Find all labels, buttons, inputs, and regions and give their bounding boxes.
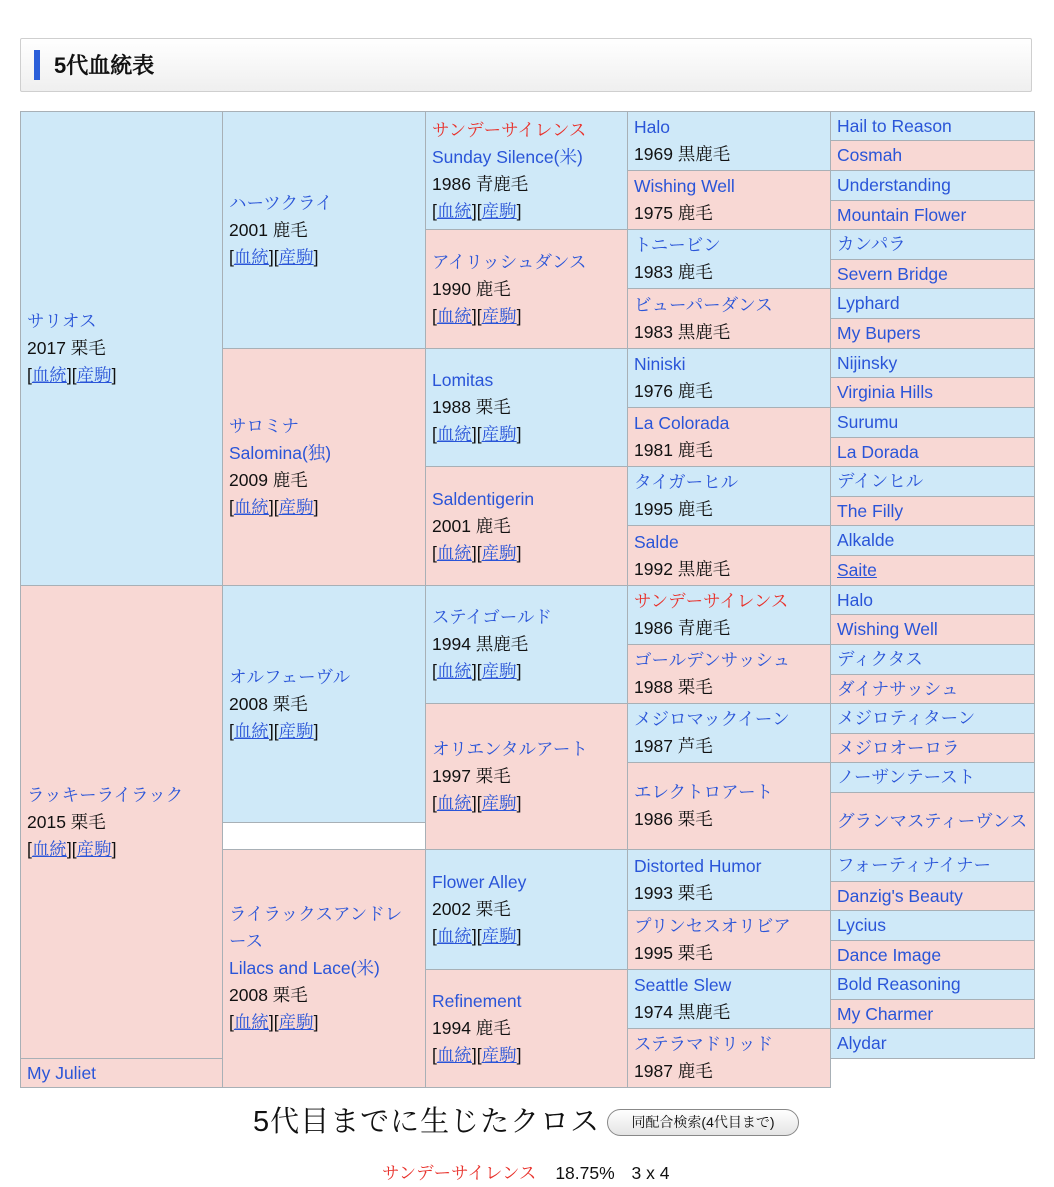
g5-name-7[interactable]: Lyphard (837, 293, 900, 313)
g3-cell-5: ステイゴールド 1994 黒鹿毛 [血統][産駒] (426, 586, 628, 704)
g4-cell-5: Niniski 1976 鹿毛 (628, 349, 831, 408)
sire-sire-name[interactable]: ハーツクライ (229, 192, 333, 213)
progeny-link[interactable]: 産駒 (481, 200, 517, 221)
same-mating-search-button[interactable]: 同配合検索(4代目まで) (607, 1109, 799, 1136)
g3-alt-name-1[interactable]: Sunday Silence(米) (432, 146, 583, 167)
g4-name-10[interactable]: ゴールデンサッシュ (634, 650, 791, 670)
g4-name-11[interactable]: メジロマックイーン (634, 709, 790, 729)
progeny-link[interactable]: 産駒 (278, 720, 314, 741)
g4-cell-10: ゴールデンサッシュ 1988 栗毛 (628, 645, 831, 704)
g4-name-14[interactable]: プリンセスオリビア (634, 916, 791, 936)
g4-name-2[interactable]: Wishing Well (634, 176, 735, 196)
g5-name-14[interactable]: The Filly (837, 500, 904, 521)
progeny-link[interactable]: 産駒 (278, 497, 314, 517)
g4-name-5[interactable]: Niniski (634, 354, 686, 374)
g5-cell-20 (831, 675, 1035, 704)
g5-cell-9 (831, 349, 1035, 378)
progeny-link[interactable]: 産駒 (76, 365, 112, 385)
g4-cell-3: トニービン 1983 鹿毛 (628, 230, 831, 289)
g4-name-13[interactable]: Distorted Humor (634, 856, 762, 876)
g5-name-15[interactable]: Alkalde (837, 530, 895, 550)
g5-cell-12 (831, 438, 1035, 467)
dam-dam-name[interactable]: ライラックスアンドレース (229, 904, 403, 951)
g5-name-8[interactable]: My Bupers (837, 323, 921, 343)
progeny-link[interactable]: 産駒 (481, 793, 517, 813)
g5-name-26[interactable]: Danzig's Beauty (837, 885, 963, 906)
g4-name-15[interactable]: Seattle Slew (634, 975, 732, 995)
g5-name-19[interactable]: ディクタス (837, 649, 923, 669)
g5-cell-15 (831, 526, 1035, 556)
g5-cell-23 (831, 763, 1035, 793)
pedigree-table (20, 111, 1035, 1088)
g4-cell-15: Seattle Slew 1974 黒鹿毛 (628, 970, 831, 1029)
dam-sire-name[interactable]: オルフェーヴル (229, 666, 351, 687)
pedigree-link[interactable]: 血統 (436, 793, 472, 813)
g5-name-11[interactable]: Surumu (837, 412, 899, 432)
progeny-link[interactable]: 産駒 (481, 926, 517, 946)
g5-cell-4 (831, 201, 1035, 230)
cross-percent: 18.75% (555, 1163, 615, 1183)
g4-cell-8: Salde 1992 黒鹿毛 (628, 526, 831, 586)
g5-cell-25 (831, 850, 1035, 882)
g4-cell-16: ステラマドリッド 1987 鹿毛 (628, 1029, 831, 1088)
g5-name-28[interactable]: Dance Image (837, 944, 942, 965)
g3-cell-8: Refinement 1994 鹿毛 [血統][産駒] (426, 970, 628, 1088)
g5-name-9[interactable]: Nijinsky (837, 352, 898, 373)
pedigree-link[interactable]: 血統 (233, 1012, 269, 1032)
progeny-link[interactable]: 産駒 (481, 661, 517, 681)
g4-cell-11: メジロマックイーン 1987 芦毛 (628, 704, 831, 763)
g4-cell-1: Halo 1969 黒鹿毛 (628, 112, 831, 171)
g5-cell-8 (831, 319, 1035, 349)
dam-dam-alt-name[interactable]: Lilacs and Lace(米) (229, 958, 380, 978)
g3-cell-6: オリエンタルアート 1997 栗毛 [血統][産駒] (426, 704, 628, 850)
pedigree-link[interactable]: 血統 (233, 246, 269, 267)
pedigree-link[interactable]: 血統 (233, 497, 269, 517)
g5-name-21[interactable]: メジロティターン (837, 708, 976, 728)
g5-cell-13 (831, 467, 1035, 497)
g3-cell-7: Flower Alley 2002 栗毛 [血統][産駒] (426, 850, 628, 970)
g3-name-1[interactable]: サンデーサイレンス (432, 119, 587, 140)
g3-cell-1: サンデーサイレンス Sunday Silence(米) 1986 青鹿毛 [血統][産駒] (426, 112, 628, 230)
g3-cell-4: Saldentigerin 2001 鹿毛 [血統][産駒] (426, 467, 628, 586)
g4-cell-7: タイガーヒル 1995 鹿毛 (628, 467, 831, 526)
g5-cell-3 (831, 171, 1035, 201)
g5-cell-14 (831, 497, 1035, 526)
progeny-link[interactable]: 産駒 (278, 246, 314, 267)
g5-cell-28 (831, 941, 1035, 970)
header-accent-bar (34, 50, 40, 80)
g4-cell-2: Wishing Well 1975 鹿毛 (628, 171, 831, 230)
section-title: 5代血統表 (54, 53, 155, 78)
g5-name-23[interactable]: ノーザンテースト (837, 767, 976, 787)
g5-cell-16 (831, 556, 1035, 586)
g4-name-6[interactable]: La Colorada (634, 413, 730, 433)
g5-cell-17 (831, 586, 1035, 615)
g5-name-5[interactable]: カンパラ (837, 234, 906, 254)
g5-name-24[interactable]: グランマスティーヴンス (837, 810, 1028, 831)
g5-cell-24 (831, 793, 1035, 850)
g3-name-8[interactable]: Refinement (432, 991, 522, 1011)
sire-cell: サリオス 2017 栗毛 [血統][産駒] (21, 112, 223, 586)
g4-cell-9: サンデーサイレンス 1986 青鹿毛 (628, 586, 831, 645)
progeny-link[interactable]: 産駒 (278, 1012, 314, 1032)
g4-name-1[interactable]: Halo (634, 117, 670, 137)
pedigree-link[interactable]: 血統 (233, 720, 269, 741)
g5-cell-31 (831, 1029, 1035, 1059)
g5-name-16[interactable]: Saite (837, 560, 877, 580)
g3-name-2[interactable]: アイリッシュダンス (432, 251, 587, 272)
g5-name-2[interactable]: Cosmah (837, 145, 903, 165)
g5-name-6[interactable]: Severn Bridge (837, 263, 948, 284)
g5-cell-6 (831, 260, 1035, 289)
pedigree-link[interactable]: 血統 (436, 926, 472, 946)
g4-cell-12: エレクトロアート 1986 栗毛 (628, 763, 831, 850)
g4-cell-4: ビューパーダンス 1983 黒鹿毛 (628, 289, 831, 349)
g5-name-27[interactable]: Lycius (837, 915, 886, 935)
g5-name-4[interactable]: Mountain Flower (837, 204, 967, 225)
cross-horse-name[interactable]: サンデーサイレンス (382, 1163, 537, 1183)
g4-cell-6: La Colorada 1981 鹿毛 (628, 408, 831, 467)
g5-name-18[interactable]: Wishing Well (837, 619, 938, 639)
cross-pattern: 3 x 4 (631, 1163, 670, 1183)
g5-cell-22 (831, 734, 1035, 763)
g5-name-30[interactable]: My Charmer (837, 1003, 934, 1024)
g5-cell-26 (831, 882, 1035, 911)
g5-name-3[interactable]: Understanding (837, 175, 951, 195)
pedigree-link[interactable]: 血統 (31, 365, 67, 385)
g5-cell-21 (831, 704, 1035, 734)
section-header (20, 38, 1032, 92)
g5-name-10[interactable]: Virginia Hills (837, 382, 933, 402)
g3-cell-3: Lomitas 1988 栗毛 [血統][産駒] (426, 349, 628, 467)
pedigree-link[interactable]: 血統 (31, 838, 67, 859)
g4-name-8[interactable]: Salde (634, 531, 679, 552)
g5-name-17[interactable]: Halo (837, 589, 873, 610)
g4-name-3[interactable]: トニービン (634, 235, 721, 255)
progeny-link[interactable]: 産駒 (481, 1045, 517, 1065)
g5-cell-32 (21, 1059, 223, 1088)
g5-cell-7 (831, 289, 1035, 319)
g5-name-32[interactable]: My Juliet (27, 1062, 97, 1083)
g5-cell-29 (831, 970, 1035, 1000)
g5-cell-5 (831, 230, 1035, 260)
pedigree-link[interactable]: 血統 (436, 200, 472, 221)
sire-sire-cell: ハーツクライ 2001 鹿毛 [血統][産駒] (223, 112, 426, 349)
g5-cell-11 (831, 408, 1035, 438)
dam-dam-cell: ライラックスアンドレース Lilacs and Lace(米) 2008 栗毛 [血統][産駒] (223, 850, 426, 1088)
g5-name-13[interactable]: デインヒル (837, 471, 924, 491)
pedigree-link[interactable]: 血統 (436, 661, 472, 681)
sire-dam-name[interactable]: サロミナ (229, 416, 299, 436)
g5-cell-19 (831, 645, 1035, 675)
dam-name[interactable]: ラッキーライラック (27, 784, 184, 805)
g5-name-25[interactable]: フォーティナイナー (837, 855, 991, 875)
g5-name-31[interactable]: Alydar (837, 1033, 887, 1053)
progeny-link[interactable]: 産駒 (481, 305, 517, 326)
g3-name-6[interactable]: オリエンタルアート (432, 739, 588, 759)
sire-name[interactable]: サリオス (27, 311, 97, 331)
g4-cell-14: プリンセスオリビア 1995 栗毛 (628, 911, 831, 970)
progeny-link[interactable]: 産駒 (481, 542, 517, 563)
progeny-link[interactable]: 産駒 (76, 838, 112, 859)
g5-cell-27 (831, 911, 1035, 941)
g3-name-7[interactable]: Flower Alley (432, 872, 527, 892)
sire-dam-alt-name[interactable]: Salomina(独) (229, 443, 332, 463)
g5-cell-30 (831, 1000, 1035, 1029)
g5-name-20[interactable]: ダイナサッシュ (837, 678, 959, 699)
pedigree-link[interactable]: 血統 (436, 424, 472, 444)
progeny-link[interactable]: 産駒 (481, 424, 517, 444)
g4-name-9[interactable]: サンデーサイレンス (634, 591, 789, 611)
g4-name-7[interactable]: タイガーヒル (634, 472, 739, 492)
g3-name-3[interactable]: Lomitas (432, 370, 494, 390)
g5-cell-2 (831, 141, 1035, 171)
dam-sire-cell: オルフェーヴル 2008 栗毛 [血統][産駒] (223, 586, 426, 823)
g4-name-12[interactable]: エレクトロアート (634, 782, 774, 802)
g4-name-16[interactable]: ステラマドリッド (634, 1034, 773, 1054)
pedigree-link[interactable]: 血統 (436, 305, 472, 326)
g4-name-4[interactable]: ビューパーダンス (634, 294, 773, 315)
g3-name-5[interactable]: ステイゴールド (432, 607, 552, 627)
g5-name-29[interactable]: Bold Reasoning (837, 974, 961, 994)
pedigree-link[interactable]: 血統 (436, 542, 472, 563)
g5-name-12[interactable]: La Dorada (837, 441, 919, 462)
g5-name-1[interactable]: Hail to Reason (837, 115, 952, 136)
cross-title: 5代目までに生じたクロス (253, 1106, 601, 1138)
g5-name-22[interactable]: メジロオーロラ (837, 737, 960, 758)
g3-name-4[interactable]: Saldentigerin (432, 488, 535, 509)
g5-cell-10 (831, 378, 1035, 408)
cross-row (382, 1160, 670, 1185)
dam-cell: ラッキーライラック 2015 栗毛 [血統][産駒] (21, 586, 223, 1059)
g5-cell-1 (831, 112, 1035, 141)
g3-cell-2: アイリッシュダンス 1990 鹿毛 [血統][産駒] (426, 230, 628, 349)
g5-cell-18 (831, 615, 1035, 645)
pedigree-link[interactable]: 血統 (436, 1045, 472, 1065)
sire-dam-cell: サロミナ Salomina(独) 2009 鹿毛 [血統][産駒] (223, 349, 426, 586)
g4-cell-13: Distorted Humor 1993 栗毛 (628, 850, 831, 911)
